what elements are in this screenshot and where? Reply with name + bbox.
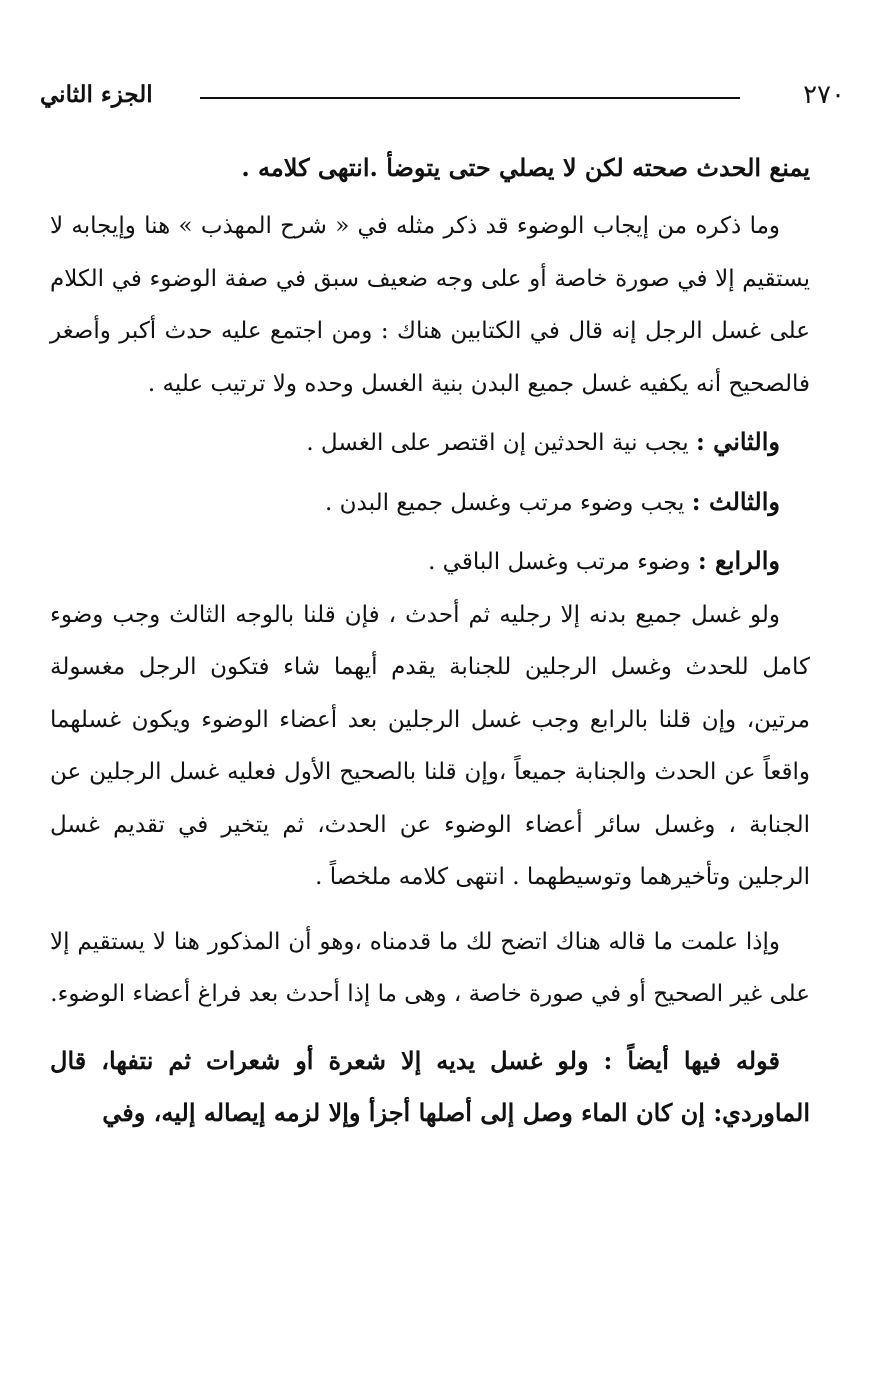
item-third-text: يجب وضوء مرتب وغسل جميع البدن . — [325, 489, 685, 516]
item-second — [50, 416, 810, 470]
paragraph-4: وإذا علمت ما قاله هناك اتضح لك ما قدمناه ،وهو أن المذكور هنا لا يستقيم إلا على غير الصحيح أو في صورة خاصة ، وهى ما إذا أحدث بعد فراغ أعضاء الوضوء. — [50, 928, 810, 1007]
item-third-lead: والثالث : — [691, 486, 780, 516]
item-second-lead: والثاني : — [695, 427, 780, 456]
page-number: ٢٧٠ — [803, 80, 845, 110]
paragraph-5: قوله فيها أيضاً : ولو غسل يديه إلا شعرة أو شعرات ثم نتفها، قال الماوردي: إن كان الماء وصل إلى أصلها أجزأ وإلا لزمه إيصاله إليه، وفي — [50, 1045, 810, 1127]
item-fourth-text: وضوء مرتب وغسل الباقي . — [428, 549, 691, 575]
paragraph-1: يمنع الحدث صحته لكن لا يصلي حتى يتوضأ .انتهى كلامه . — [241, 153, 810, 182]
item-fourth-lead: والرابع : — [697, 546, 780, 575]
page-header — [40, 78, 845, 112]
header-rule — [200, 97, 740, 99]
paragraph-3: ولو غسل جميع بدنه إلا رجليه ثم أحدث ، فإن قلنا بالوجه الثالث وجب وضوء كامل للحدث وغسل الرجلين للجنابة يقدم أيهما شاء فتكون الرجل مغسولة مرتين، وإن قلنا بالرابع وجب غسل الرجلين بعد أعضاء الوضوء ويكون غسلهما واقعاً عن الحدث والجنابة جميعاً ،وإن قلنا بالصحيح الأول فعليه غسل الرجلين عن الجنابة ، وغسل سائر أعضاء الوضوء عن الحدث، ثم يتخير في تقديم غسل الرجلين وتأخيرهما وتوسيطهما . انتهى كلامه ملخصاً . — [50, 601, 810, 890]
running-title: الجزء الثاني — [40, 81, 153, 108]
paragraph-2: وما ذكره من إيجاب الوضوء قد ذكر مثله في « شرح المهذب » هنا وإيجابه لا يستقيم إلا في صورة خاصة أو على وجه ضعيف سبق في صفة الوضوء في الكلام على غسل الرجل إنه قال في الكتابين هناك : ومن اجتمع عليه حدث أكبر وأصغر فالصحيح أنه يكفيه غسل جميع البدن بنية الغسل وحده ولا ترتيب عليه . — [50, 213, 810, 397]
item-third — [50, 476, 810, 530]
item-second-text: يجب نية الحدثين إن اقتصر على الغسل . — [306, 430, 689, 456]
item-fourth — [50, 535, 810, 589]
page-body — [50, 148, 810, 1140]
